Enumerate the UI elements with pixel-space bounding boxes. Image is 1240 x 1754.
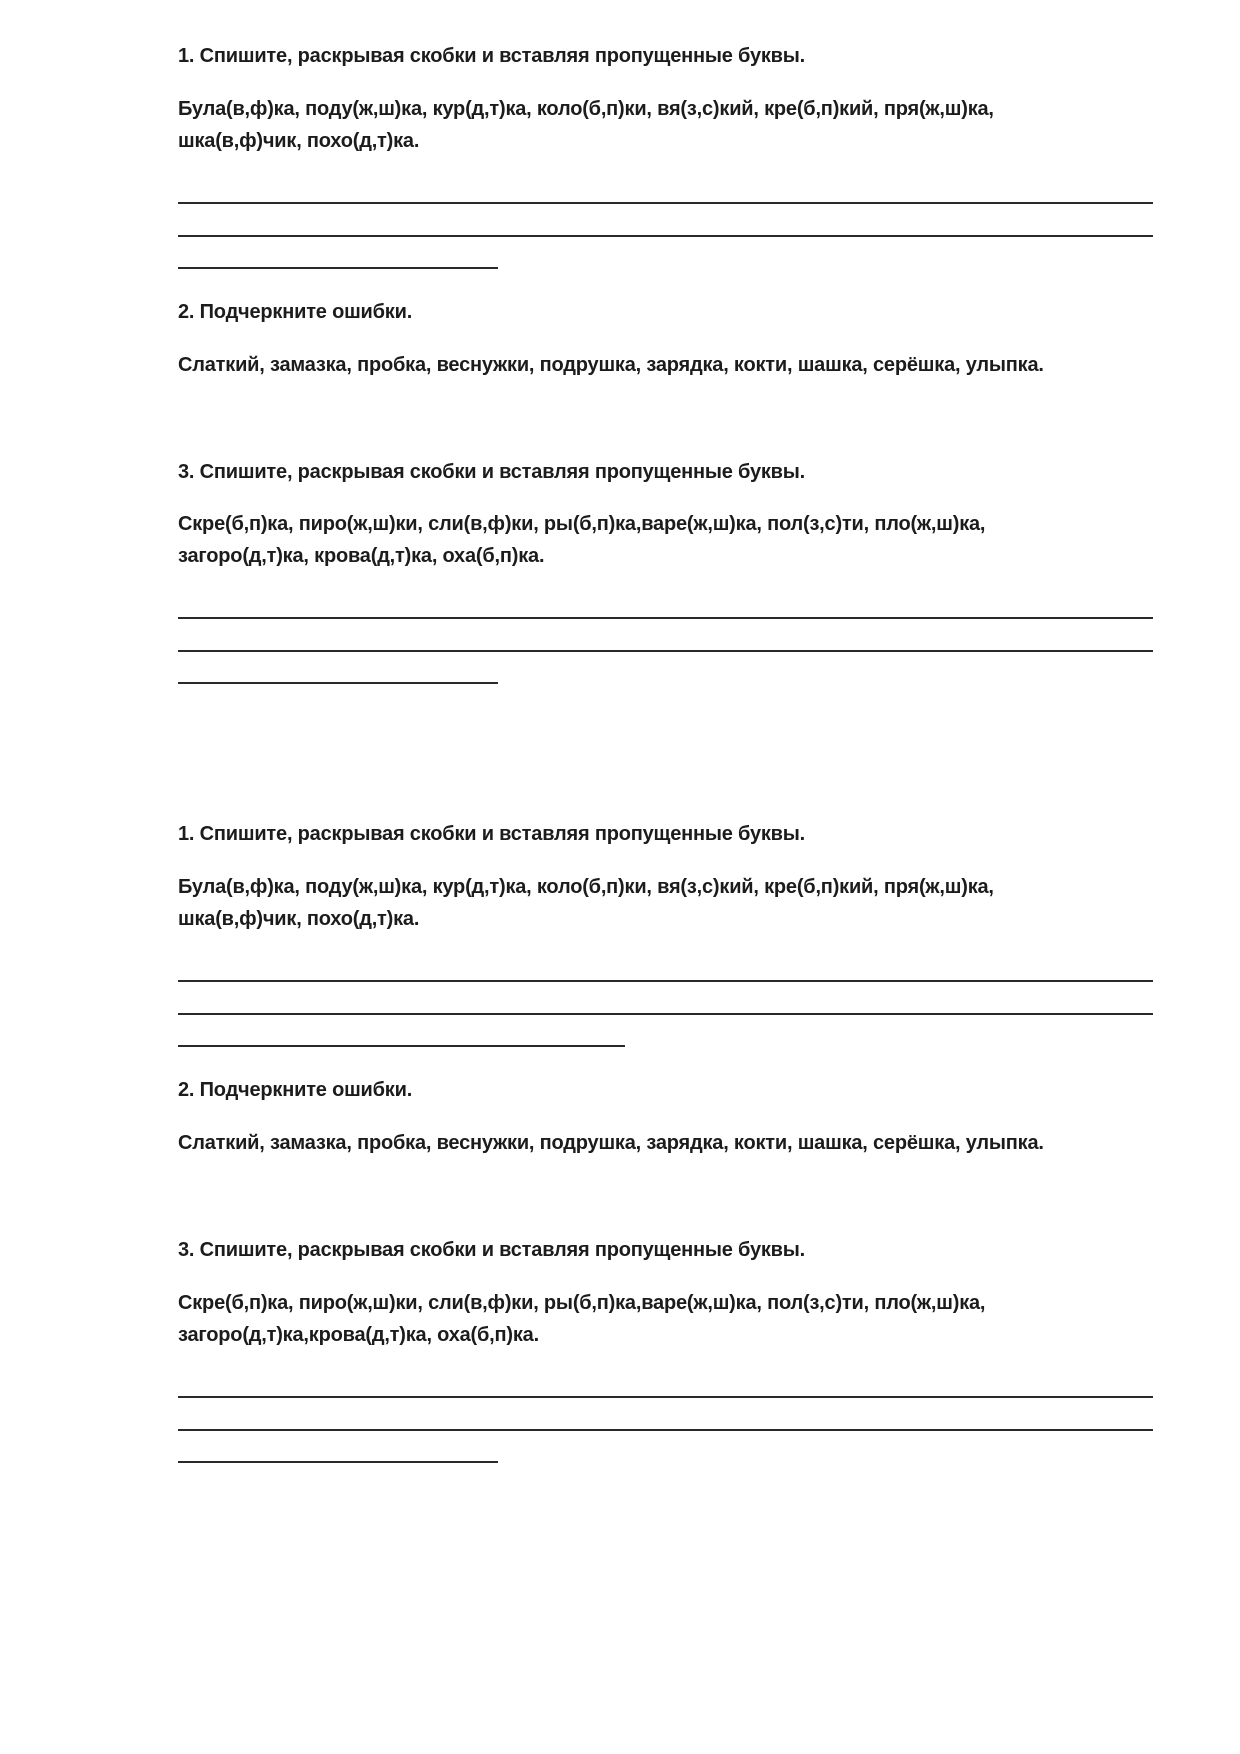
answer-line	[178, 650, 1153, 652]
task3-heading: 3. Спишите, раскрывая скобки и вставляя пропущенные буквы.	[178, 461, 806, 483]
answer-line	[178, 1013, 1153, 1015]
task1-text-line2: шка(в,ф)чик, похо(д,т)ка.	[178, 908, 420, 930]
answer-line	[178, 235, 1153, 237]
answer-line	[178, 202, 1153, 204]
task3-heading: 3. Спишите, раскрывая скобки и вставляя пропущенные буквы.	[178, 1239, 806, 1261]
task1-text-line1: Була(в,ф)ка, поду(ж,ш)ка, кур(д,т)ка, коло(б,п)ки, вя(з,с)кий, кре(б,п)кий, пря(ж,ш)ка,	[178, 876, 994, 898]
answer-line	[178, 267, 498, 269]
task1-heading: 1. Спишите, раскрывая скобки и вставляя пропущенные буквы.	[178, 823, 806, 845]
answer-line	[178, 980, 1153, 982]
answer-line	[178, 1396, 1153, 1398]
task3-text-line1: Скре(б,п)ка, пиро(ж,ш)ки, сли(в,ф)ки, ры(б,п)ка,варе(ж,ш)ка, пол(з,с)ти, пло(ж,ш)ка,	[178, 1292, 986, 1314]
answer-line	[178, 1461, 498, 1463]
answer-line	[178, 1045, 625, 1047]
task1-heading: 1. Спишите, раскрывая скобки и вставляя пропущенные буквы.	[178, 45, 806, 67]
task2-heading: 2. Подчеркните ошибки.	[178, 301, 413, 323]
task2-heading: 2. Подчеркните ошибки.	[178, 1079, 413, 1101]
task3-text-line2: загоро(д,т)ка, крова(д,т)ка, оха(б,п)ка.	[178, 545, 545, 567]
answer-line	[178, 617, 1153, 619]
task1-text-line2: шка(в,ф)чик, похо(д,т)ка.	[178, 130, 420, 152]
task1-text-line1: Була(в,ф)ка, поду(ж,ш)ка, кур(д,т)ка, коло(б,п)ки, вя(з,с)кий, кре(б,п)кий, пря(ж,ш)ка,	[178, 98, 994, 120]
task3-text-line1: Скре(б,п)ка, пиро(ж,ш)ки, сли(в,ф)ки, ры(б,п)ка,варе(ж,ш)ка, пол(з,с)ти, пло(ж,ш)ка,	[178, 513, 986, 535]
answer-line	[178, 682, 498, 684]
answer-line	[178, 1429, 1153, 1431]
task2-text: Слаткий, замазка, пробка, веснужки, подрушка, зарядка, кокти, шашка, серёшка, улыпка.	[178, 354, 1044, 376]
task3-text-line2: загоро(д,т)ка,крова(д,т)ка, оха(б,п)ка.	[178, 1324, 539, 1346]
task2-text: Слаткий, замазка, пробка, веснужки, подрушка, зарядка, кокти, шашка, серёшка, улыпка.	[178, 1132, 1044, 1154]
